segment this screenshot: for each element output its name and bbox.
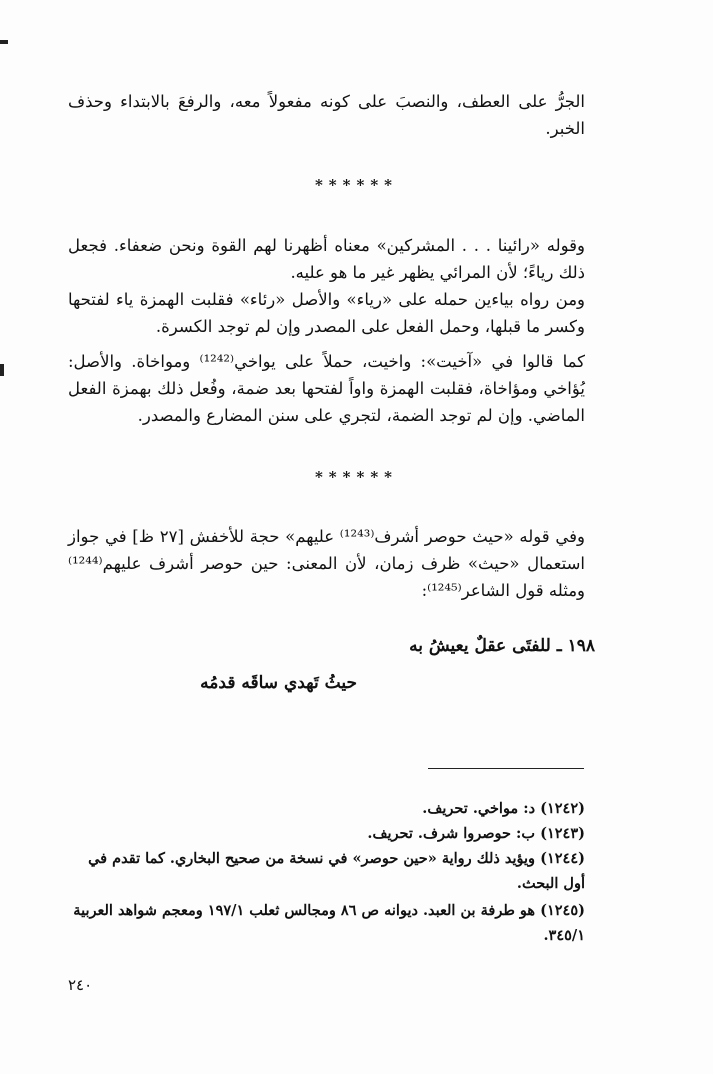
footnote: (١٢٤٥) هو طرفة بن العبد. ديوانه ص ٨٦ ومجالس ثعلب ١٩٧/١ ومعجم شواهد العربية ٣٤٥/١. [73, 902, 585, 944]
section-separator: ****** [314, 176, 399, 194]
scan-mark [0, 364, 4, 376]
paragraph-1: وقوله «رائينا . . . المشركين» معناه أظهرنا لهم القوة ونحن ضعفاء. فجعل ذلك رياءً؛ لأن المرائي يظهر غير ما هو عليه. [68, 236, 585, 282]
verse-line-1: ١٩٨ ـ للفتَى عقلٌ يعيشُ به [409, 636, 595, 656]
scan-mark [0, 40, 8, 44]
paragraph-3: كما قالوا في «آخيت»: واخيت، حملاً على يواخي⁽¹²⁴²⁾ ومواخاة. والأصل: يُؤاخي ومؤاخاة، فقلبت الهمزة واواً لفتحها بعد ضمة، وفُعل ذلك بهمزة الفعل الماضي. وإن لم توجد الضمة، لتجري على سنن المضارع والمصدر. [68, 352, 585, 425]
verse-line-2: حيثُ تَهدي ساقَه قدمُه [200, 673, 357, 693]
section-separator: ****** [314, 468, 399, 486]
footnote: (١٢٤٢) د: مواخي. تحريف. [422, 800, 585, 817]
page-number: ٢٤٠ [68, 976, 93, 994]
paragraph-2: ومن رواه بياءين حمله على «رياء» والأصل «رئاء» فقلبت الهمزة ياء لفتحها وكسر ما قبلها، وحمل الفعل على المصدر وإن لم توجد الكسرة. [68, 290, 585, 336]
paragraph-4: وفي قوله «حيث حوصر أشرف⁽¹²⁴³⁾ عليهم» حجة للأخفش [٢٧ ظ] في جواز استعمال «حيث» ظرف زمان، لأن المعنى: حين حوصر أشرف عليهم⁽¹²⁴⁴⁾ ومثله قول الشاعر⁽¹²⁴⁵⁾: [68, 527, 585, 600]
footnote: (١٢٤٤) ويؤيد ذلك رواية «حين حوصر» في نسخة من صحيح البخاري. كما تقدم في أول البحث. [88, 850, 585, 892]
opening-paragraph: الجرُّ على العطف، والنصبَ على كونه مفعولاً معه، والرفعَ بالابتداء وحذف الخبر. [68, 92, 585, 138]
footnote-divider [428, 768, 584, 769]
footnote: (١٢٤٣) ب: حوصروا شرف. تحريف. [367, 825, 585, 842]
